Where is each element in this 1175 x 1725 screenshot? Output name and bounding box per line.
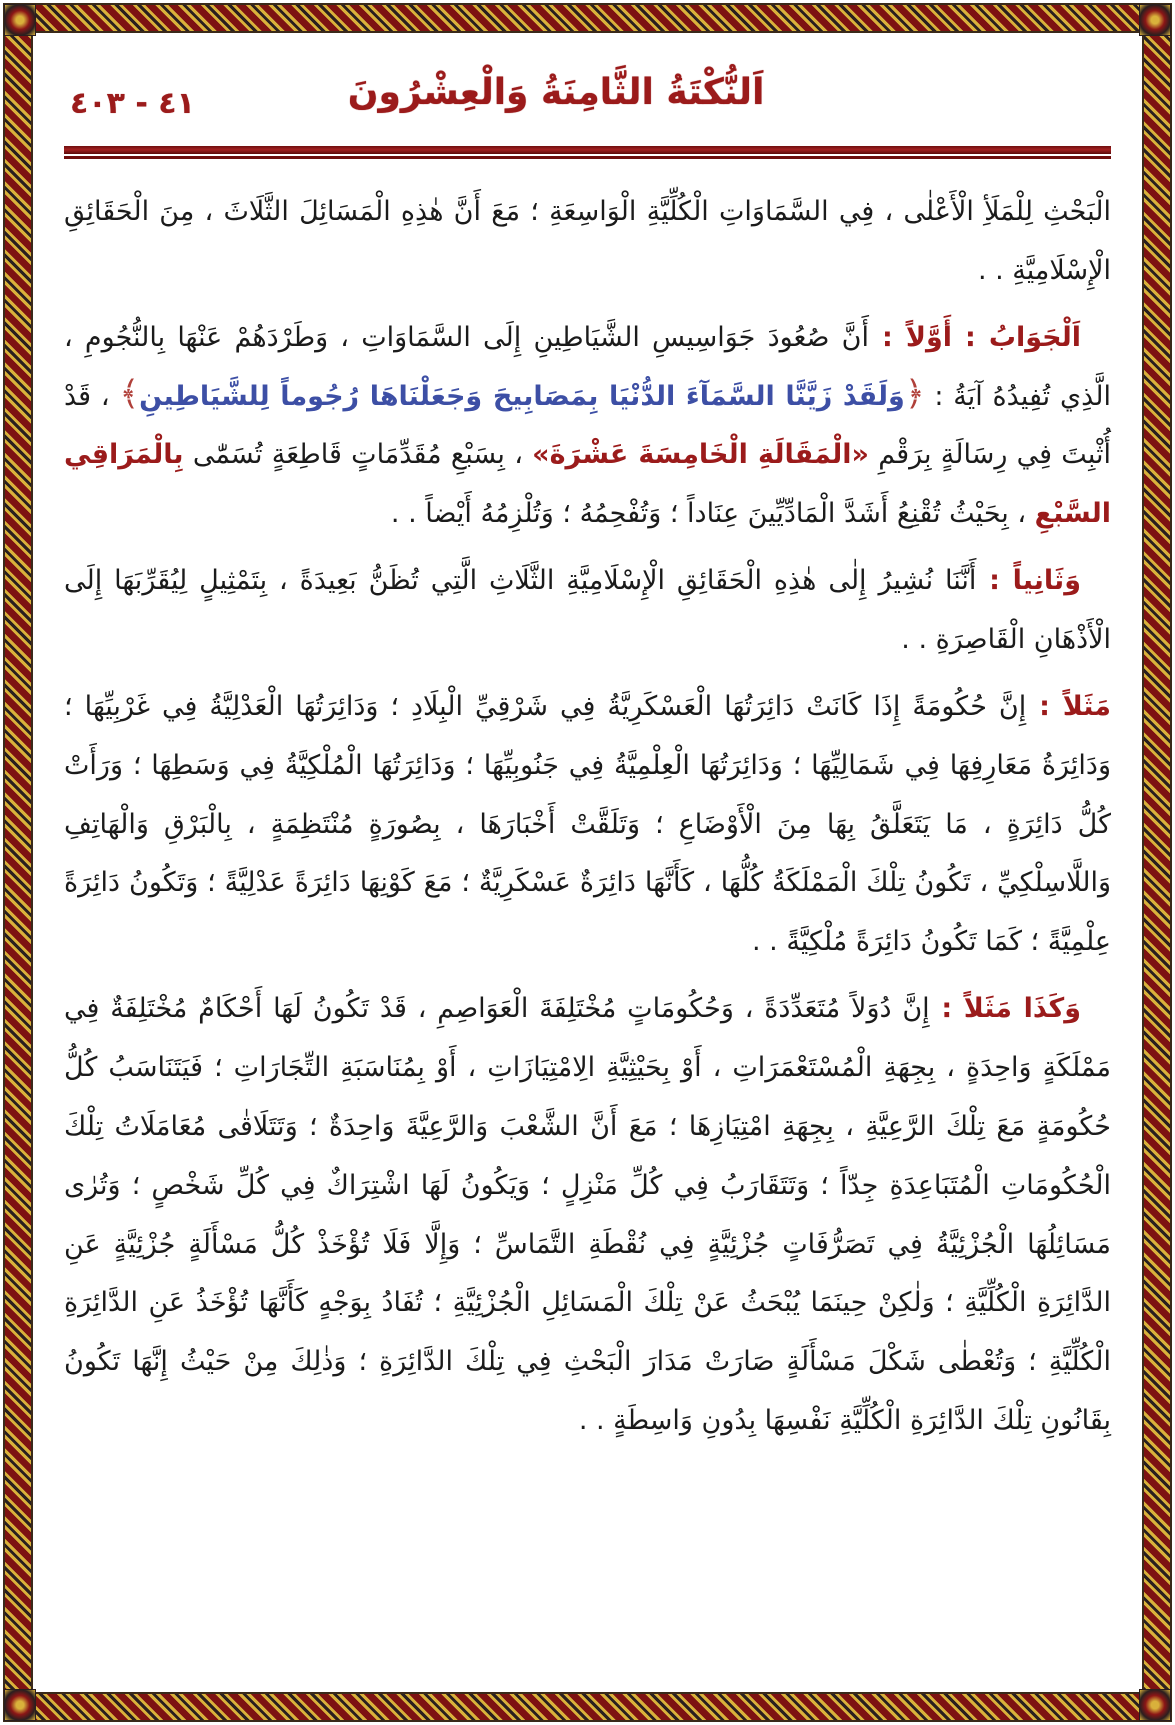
quran-verse: وَلَقَدْ زَيَّنَّا السَّمَآءَ الدُّنْيَا بِمَصَابِيحَ وَجَعَلْنَاهَا رُجُوماً لِلشَّيَاطِينِ xyxy=(139,380,905,412)
red-emphasis: مَثَلاً : xyxy=(1026,690,1111,722)
corner-rosette-icon xyxy=(4,4,36,36)
paragraph xyxy=(64,678,1111,972)
page-title: اَلنُّكْتَةُ الثَّامِنَةُ وَالْعِشْرُونَ xyxy=(347,72,765,113)
text-run: الْبَحْثِ لِلْمَلَأِ الْأَعْلٰى ، فِي السَّمَاوَاتِ الْكُلِّيَّةِ الْوَاسِعَةِ ؛ مَعَ أَنَّ هٰذِهِ الْمَسَائِلَ الثَّلَاثَ ، مِنَ الْحَقَائِقِ الْإِسْلَامِيَّةِ . . xyxy=(64,196,1111,286)
text-run: إِنَّ دُوَلاً مُتَعَدِّدَةً ، وَحُكُومَاتٍ مُخْتَلِفَةَ الْعَوَاصِمِ ، قَدْ تَكُونُ لَهَا أَحْكَامٌ مُخْتَلِفَةٌ فِي مَمْلَكَةٍ وَاحِدَةٍ ، بِجِهَةِ الْمُسْتَعْمَرَاتِ ، أَوْ بِحَيْثِيَّةِ الِامْتِيَازَاتِ ، أَوْ بِمُنَاسَبَةِ التِّجَارَاتِ ؛ فَيَتَنَاسَبُ كُلُّ حُكُومَةٍ مَعَ تِلْكَ الرَّعِيَّةِ ، بِجِهَةِ امْتِيَازِهَا ؛ مَعَ أَنَّ الشَّعْبَ وَالرَّعِيَّةَ وَاحِدَةٌ ؛ وَتَتَلَاقٰى مُعَامَلَاتُ تِلْكَ الْحُكُومَاتِ الْمُتَبَاعِدَةِ جِدّاً ؛ وَتَتَقَارَبُ فِي كُلِّ مَنْزِلٍ ؛ وَيَكُونُ لَهَا اشْتِرَاكٌ فِي كُلِّ شَخْصٍ ؛ وَتُرٰى مَسَائِلُهَا الْجُزْئِيَّةُ فِي تَصَرُّفَاتٍ جُزْئِيَّةٍ فِي نُقْطَةِ التَّمَاسِّ ؛ وَإِلَّا فَلَا تُؤْخَذْ كُلُّ مَسْأَلَةٍ جُزْئِيَّةٍ عَنِ الدَّائِرَةِ الْكُلِّيَّةِ ؛ وَلٰكِنْ حِينَمَا يُبْحَثُ عَنْ تِلْكَ الْمَسَائِلِ الْجُزْئِيَّةِ ؛ تُفَادُ بِوَجْهٍ كَأَنَّهَا تُؤْخَذُ عَنِ الدَّائِرَةِ الْكُلِّيَّةِ ؛ وَتُعْطٰى شَكْلَ مَسْأَلَةٍ صَارَتْ مَدَارَ الْبَحْثِ فِي تِلْكَ الدَّائِرَةِ ؛ وَذٰلِكَ مِنْ حَيْثُ إِنَّهَا تَكُونُ بِقَانُونِ تِلْكَ الدَّائِرَةِ الْكُلِّيَّةِ نَفْسِهَا بِدُونِ وَاسِطَةٍ . . xyxy=(64,993,1111,1437)
corner-rosette-icon xyxy=(1139,1689,1171,1721)
paragraph xyxy=(64,552,1111,670)
text-run: أَنَّنَا نُشِيرُ إِلٰى هٰذِهِ الْحَقَائِقِ الْإِسْلَامِيَّةِ الثَّلَاثِ الَّتِي تُظَنُّ بَعِيدَةً ، بِتَمْثِيلٍ لِيُقَرِّبَهَا إِلَى الْأَذْهَانِ الْقَاصِرَةِ . . xyxy=(64,565,1111,656)
red-emphasis: وَثَانِياً : xyxy=(976,565,1081,597)
page-header xyxy=(64,66,1111,144)
text-run: إِنَّ حُكُومَةً إِذَا كَانَتْ دَائِرَتُهَا الْعَسْكَرِيَّةُ فِي شَرْقِيِّ الْبِلَادِ ؛ وَدَائِرَتُهَا الْعَدْلِيَّةُ فِي غَرْبِيِّهَا ؛ وَدَائِرَةُ مَعَارِفِهَا فِي شَمَالِيِّهَا ؛ وَدَائِرَتُهَا الْعِلْمِيَّةُ فِي جَنُوبِيِّهَا ؛ وَدَائِرَتُهَا الْمُلْكِيَّةُ فِي وَسَطِهَا ؛ وَرَأَتْ كُلُّ دَائِرَةٍ ، مَا يَتَعَلَّقُ بِهَا مِنَ الْأَوْضَاعِ ؛ وَتَلَقَّتْ أَخْبَارَهَا ، بِصُورَةٍ مُنْتَظِمَةٍ ، بِالْبَرْقِ وَالْهَاتِفِ وَاللَّاسِلْكِيِّ ، تَكُونُ تِلْكَ الْمَمْلَكَةُ كُلُّهَا ، كَأَنَّهَا دَائِرَةٌ عَسْكَرِيَّةٌ ؛ مَعَ كَوْنِهَا دَائِرَةً عَدْلِيَّةً ؛ وَتَكُونُ دَائِرَةً عِلْمِيَّةً ؛ كَمَا تَكُونُ دَائِرَةً مُلْكِيَّةً . . xyxy=(64,690,1111,958)
header-rule xyxy=(64,146,1111,159)
text-run: ، بِحَيْثُ تُقْنِعُ أَشَدَّ الْمَادِّيِّينَ عِنَاداً ؛ وَتُفْحِمُهُ ؛ وَتُلْزِمُهُ أَيْضاً . . xyxy=(390,498,1035,530)
header-rule-thick-line xyxy=(64,146,1111,154)
quran-bracket-icon: ﴿ xyxy=(904,373,925,413)
page-content xyxy=(40,36,1135,1689)
red-emphasis: «الْمَقَالَةِ الْخَامِسَةَ عَشْرَةَ» xyxy=(532,439,869,471)
paragraph xyxy=(64,183,1111,301)
corner-rosette-icon xyxy=(4,1689,36,1721)
text-run: ، قَدْ أُثْبِتَ فِي رِسَالَةٍ بِرَقْمِ xyxy=(64,380,1111,471)
header-rule-thin-line xyxy=(64,156,1111,159)
red-emphasis: اَلْجَوَابُ : أَوَّلاً : xyxy=(869,321,1081,353)
text-run: ، بِسَبْعِ مُقَدِّمَاتٍ قَاطِعَةٍ تُسَمّٰى xyxy=(183,439,533,471)
text-run: أَنَّ صُعُودَ جَوَاسِيسِ الشَّيَاطِينِ إِلَى السَّمَاوَاتِ ، وَطَرْدَهُمْ عَنْهَا بِالنُّجُومِ ، الَّذِي تُفِيدُهُ آيَةُ : xyxy=(64,321,1111,412)
quran-bracket-icon: ﴾ xyxy=(119,373,140,413)
corner-rosette-icon xyxy=(1139,4,1171,36)
paragraph xyxy=(64,980,1111,1451)
paragraph xyxy=(64,309,1111,544)
red-emphasis: بِالْمَرَاقِي السَّبْعِ xyxy=(64,439,1111,530)
body-text xyxy=(64,183,1111,1451)
red-emphasis: وَكَذَا مَثَلاً : xyxy=(929,993,1081,1025)
page-number: ٤١ - ٤٠٣ xyxy=(70,86,195,121)
